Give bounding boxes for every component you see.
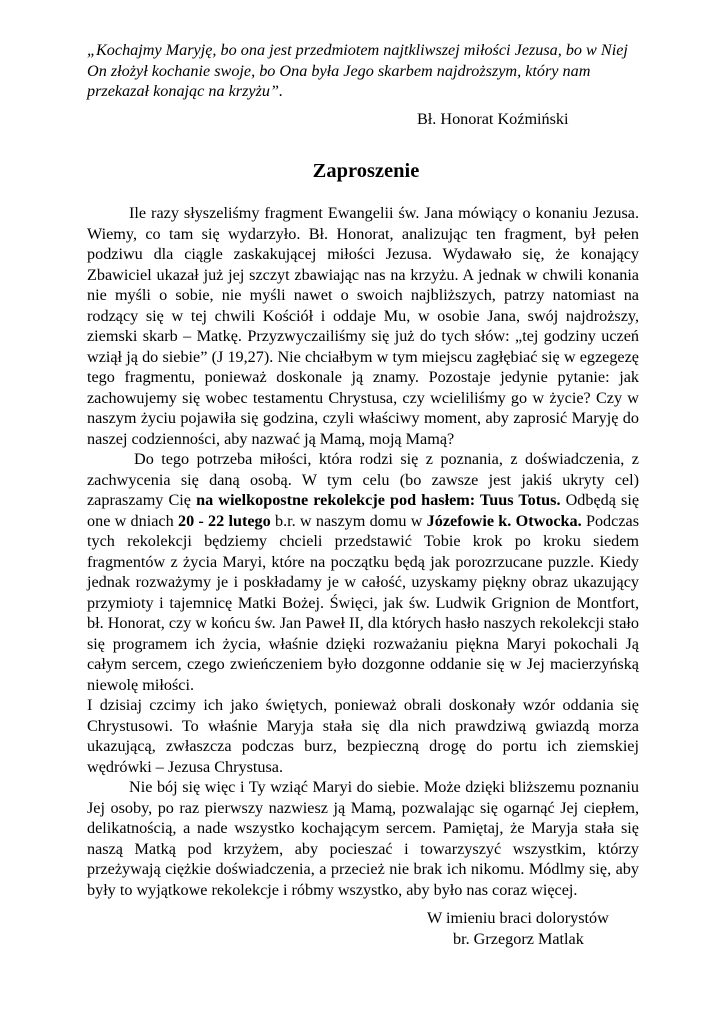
retreat-dates: 20 - 22 lutego [177,511,271,530]
retreat-location: Józefowie k. Otwocka. [426,511,582,530]
epigraph-author: Bł. Honorat Koźmiński [417,109,569,128]
paragraph-2-text-g: Podczas tych rekolekcji będziemy chcieli przedstawić Tobie krok po kroku siedem fragmentów z życia Maryi, które na początku będą jak porozrzucane puzzle. Kiedy jednak rozważymy je i poskładamy je w całość, uzyskamy piękny obraz ukazujący przymioty i tajemnicę Matki Bożej. Święci, jak św. Ludwik Grignion de Montfort, bł. Honorat, czy w końcu św. Jan Paweł II, dla których hasło naszych rekolekcji stało się programem ich życia, właśnie dzięki rozważaniu piękna Maryi pokochali Ją całym sercem, czego zwieńczeniem było dozgonne oddanie się w Jej macierzyńską niewolę miłości. [87,511,639,694]
paragraph-4: Nie bój się więc i Ty wziąć Maryi do siebie. Może dzięki bliższemu poznaniu Jej osoby, po raz pierwszy nazwiesz ją Mamą, pozwalając się ogarnąć Jej ciepłem, delikatnością, a nade wszystko kochającym sercem. Pamiętaj, że Maryja stała się naszą Matką pod krzyżem, aby pocieszać i towarzyszyć wszystkim, którzy przeżywają ciężkie doświadczenia, a przecież nie brak ich nikomu. Módlmy się, aby były to wyjątkowe rekolekcje i róbmy wszystko, aby było nas coraz więcej. [87,778,639,899]
paragraph-3: I dzisiaj czcimy ich jako świętych, ponieważ obrali doskonały wzór oddania się Chrystusowi. To właśnie Maryja stała się dla nich prawdziwą gwiazdą morza ukazującą, zwłaszcza podczas burz, bezpieczną drogę do portu ich ziemskiej wędrówki – Jezusa Chrystusa. [87,696,639,776]
paragraph-2 [87,449,639,695]
paragraph-2-text-e: b.r. w naszym domu w [270,511,427,530]
signature-line-2: br. Grzegorz Matlak [453,929,584,948]
paragraph-1: Ile razy słyszeliśmy fragment Ewangelii św. Jana mówiący o konaniu Jezusa. Wiemy, co tam się wydarzyło. Bł. Honorat, analizując ten fragment, był pełen podziwu dla ciągle zaskakującej miłości Jezusa. Wydawało się, że konający Zbawiciel ukazał już jej szczyt zbawiając nas na krzyżu. A jednak w chwili konania nie myśli o sobie, nie myśli nawet o swoich najbliższych, patrzy natomiast na rodzący się w tej chwili Kościół i oddaje Mu, w osobie Jana, swój najdroższy, ziemski skarb – Matkę. Przyzwyczailiśmy się już do tych słów: „tej godziny uczeń wziął ją do siebie” (J 19,27). Nie chciałbym w tym miejscu zagłębiać się w egzegezę tego fragmentu, ponieważ doskonale ją znamy. Pozostaje jedynie pytanie: jak zachowujemy się wobec testamentu Chrystusa, czy wcieliliśmy go w życie? Czy w naszym życiu pojawiła się godzina, czyli właściwy moment, aby zaprosić Maryję do naszej codzienności, aby nazwać ją Mamą, moją Mamą? [87,204,639,448]
retreat-name: na wielkopostne rekolekcje pod hasłem: Tuus Totus. [196,491,561,509]
document-title: Zaproszenie [312,160,420,182]
epigraph-quote: „Kochajmy Maryję, bo ona jest przedmiotem najtkliwszej miłości Jezusa, bo w Niej On złożył kochanie swoje, bo Ona była Jego skarbem najdroższym, który nam przekazał konając na krzyżu”. [87,41,628,100]
document-page [87,40,639,949]
signature-line-1: W imieniu braci dolorystów [427,909,609,927]
paragraph-2-text-c: Odbędą się one w dniach [87,491,640,530]
paragraph-2-text-a: Do tego potrzeba miłości, która rodzi się z poznania, z doświadczenia, z zachwycenia się daną osobą. W tym celu (bo zawsze jest jakiś ukryty cel) zapraszamy Cię [87,450,639,509]
